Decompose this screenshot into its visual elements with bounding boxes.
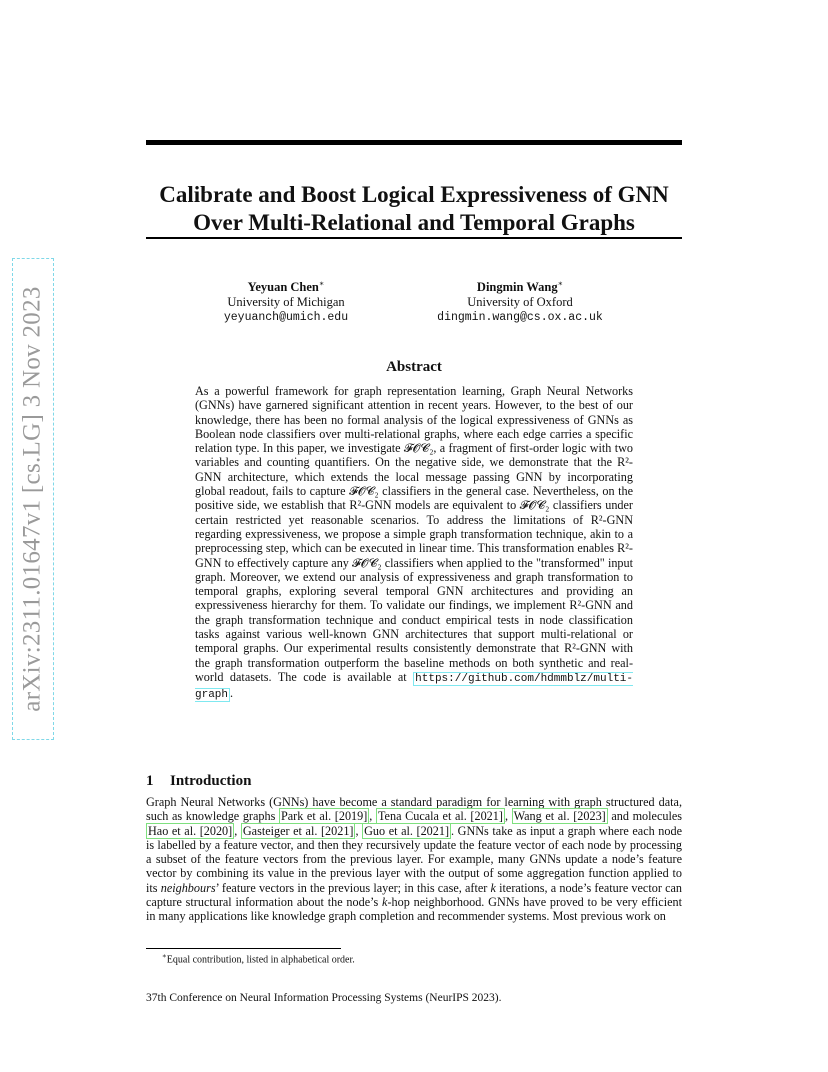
intro-text: , [234, 823, 241, 838]
intro-text: -hop neighborhood. GNNs have proved to be very efficient in many applications like knowledge graph completion and recommender systems. Most previous work on [146, 895, 682, 924]
code-link[interactable]: https://github.com/hdmmblz/multi-graph [195, 672, 633, 702]
author-2-affiliation: University of Oxford [467, 295, 573, 310]
title-bottom-rule [146, 237, 682, 239]
intro-text: , [355, 823, 363, 838]
intro-text: Graph Neural Networks (GNNs) have become a standard paradigm for learning with graph structured data, such as knowledge graphs [146, 795, 682, 824]
author-2-mark: ∗ [557, 279, 564, 288]
citation-wang-2023[interactable]: Wang et al. [2023] [513, 809, 606, 824]
intro-text: and molecules [607, 809, 682, 824]
footnote-rule [146, 948, 341, 949]
author-1-affiliation: University of Michigan [227, 295, 345, 310]
intro-text: , [504, 809, 512, 824]
author-1-name: Yeyuan Chen [247, 280, 319, 295]
section-number: 1 [146, 773, 154, 790]
citation-hao-2020[interactable]: Hao et al. [2020] [148, 823, 233, 838]
footnote-mark: ∗ [162, 952, 167, 960]
intro-text: iterations, a node’s feature vector can capture structural information about the node’s [146, 880, 683, 910]
intro-text: , [369, 809, 376, 824]
paper-title [146, 181, 682, 237]
arxiv-stamp-text: arXiv:2311.01647v1 [cs.LG] 3 Nov 2023 [19, 286, 46, 712]
intro-emphasis: neighbours [160, 880, 216, 895]
author-1-mark: ∗ [318, 279, 325, 288]
author-1 [186, 276, 386, 325]
citation-guo-2021[interactable]: Guo et al. [2021] [364, 823, 450, 838]
intro-text: . GNNs take as input a graph where each node is labelled by a feature vector, and then they recursively update the feature vector of each node by processing a subset of the feature vectors from the previous layer. For example, many GNNs update a node’s feature vector by combining its value in the previous layer with the output of some aggregation function applied to its [146, 823, 682, 895]
abstract-body [195, 384, 633, 703]
section-heading [146, 773, 251, 790]
intro-math-k: k [382, 895, 388, 910]
footnote-text: Equal contribution, listed in alphabetical order. [166, 954, 355, 966]
intro-math-k: k [490, 880, 496, 895]
footnote [162, 952, 355, 965]
author-2-name: Dingmin Wang [476, 280, 558, 295]
author-2-email: dingmin.wang@cs.ox.ac.uk [437, 311, 603, 325]
citation-tena-cucala-2021[interactable]: Tena Cucala et al. [2021] [377, 809, 503, 824]
author-2 [420, 276, 620, 325]
citation-park-2019[interactable]: Park et al. [2019] [280, 809, 368, 824]
author-block [146, 276, 682, 326]
intro-text: ’ feature vectors in the previous layer; in this case, after [215, 880, 491, 895]
author-1-email: yeyuanch@umich.edu [223, 311, 349, 325]
section-title: Introduction [170, 773, 252, 790]
conference-note: 37th Conference on Neural Information Processing Systems (NeurIPS 2023). [146, 992, 502, 1004]
arxiv-stamp [12, 258, 54, 740]
abstract-text-end: . [230, 686, 234, 701]
title-line-1: Calibrate and Boost Logical Expressiveness of GNN [159, 182, 669, 208]
citation-gasteiger-2021[interactable]: Gasteiger et al. [2021] [242, 823, 354, 838]
title-top-rule [146, 140, 682, 145]
title-line-2: Over Multi-Relational and Temporal Graphs [193, 210, 635, 236]
abstract-text: As a powerful framework for graph representation learning, Graph Neural Networks (GNNs) have garnered significant attention in recent years. However, to the best of our knowledge, there has been no formal analysis of the logical expressiveness of GNNs as Boolean node classifiers over multi-relational graphs, where each edge carries a specific relation type. In this paper, we investigate 𝓕𝓞𝓒₂, a fragment of first-order logic with two variables and counting quantifiers. On the negative side, we demonstrate that the R²-GNN architecture, which extends the local message passing GNN by incorporating global readout, fails to capture 𝓕𝓞𝓒₂ classifiers in the general case. Nevertheless, on the positive side, we establish that R²-GNN models are equivalent to 𝓕𝓞𝓒₂ classifiers under certain restricted yet reasonable scenarios. To address the limitations of R²-GNN regarding expressiveness, we propose a simple graph transformation technique, akin to a preprocessing step, which can be executed in linear time. This transformation enables R²-GNN to effectively capture any 𝓕𝓞𝓒₂ classifiers when applied to the "transformed" input graph. Moreover, we extend our analysis of expressiveness and graph transformation to temporal graphs, exploring several temporal GNN architectures and providing an expressiveness hierarchy for them. To validate our findings, we implement R²-GNN and the graph transformation technique and conduct empirical tests in node classification tasks against various well-known GNN architectures that support multi-relational or temporal graphs. Our experimental results consistently demonstrate that R²-GNN with the graph transformation outperform the baseline methods on both synthetic and real-world datasets. The code is available at [195, 384, 633, 684]
intro-paragraph [146, 795, 682, 924]
abstract-heading: Abstract [386, 359, 442, 375]
